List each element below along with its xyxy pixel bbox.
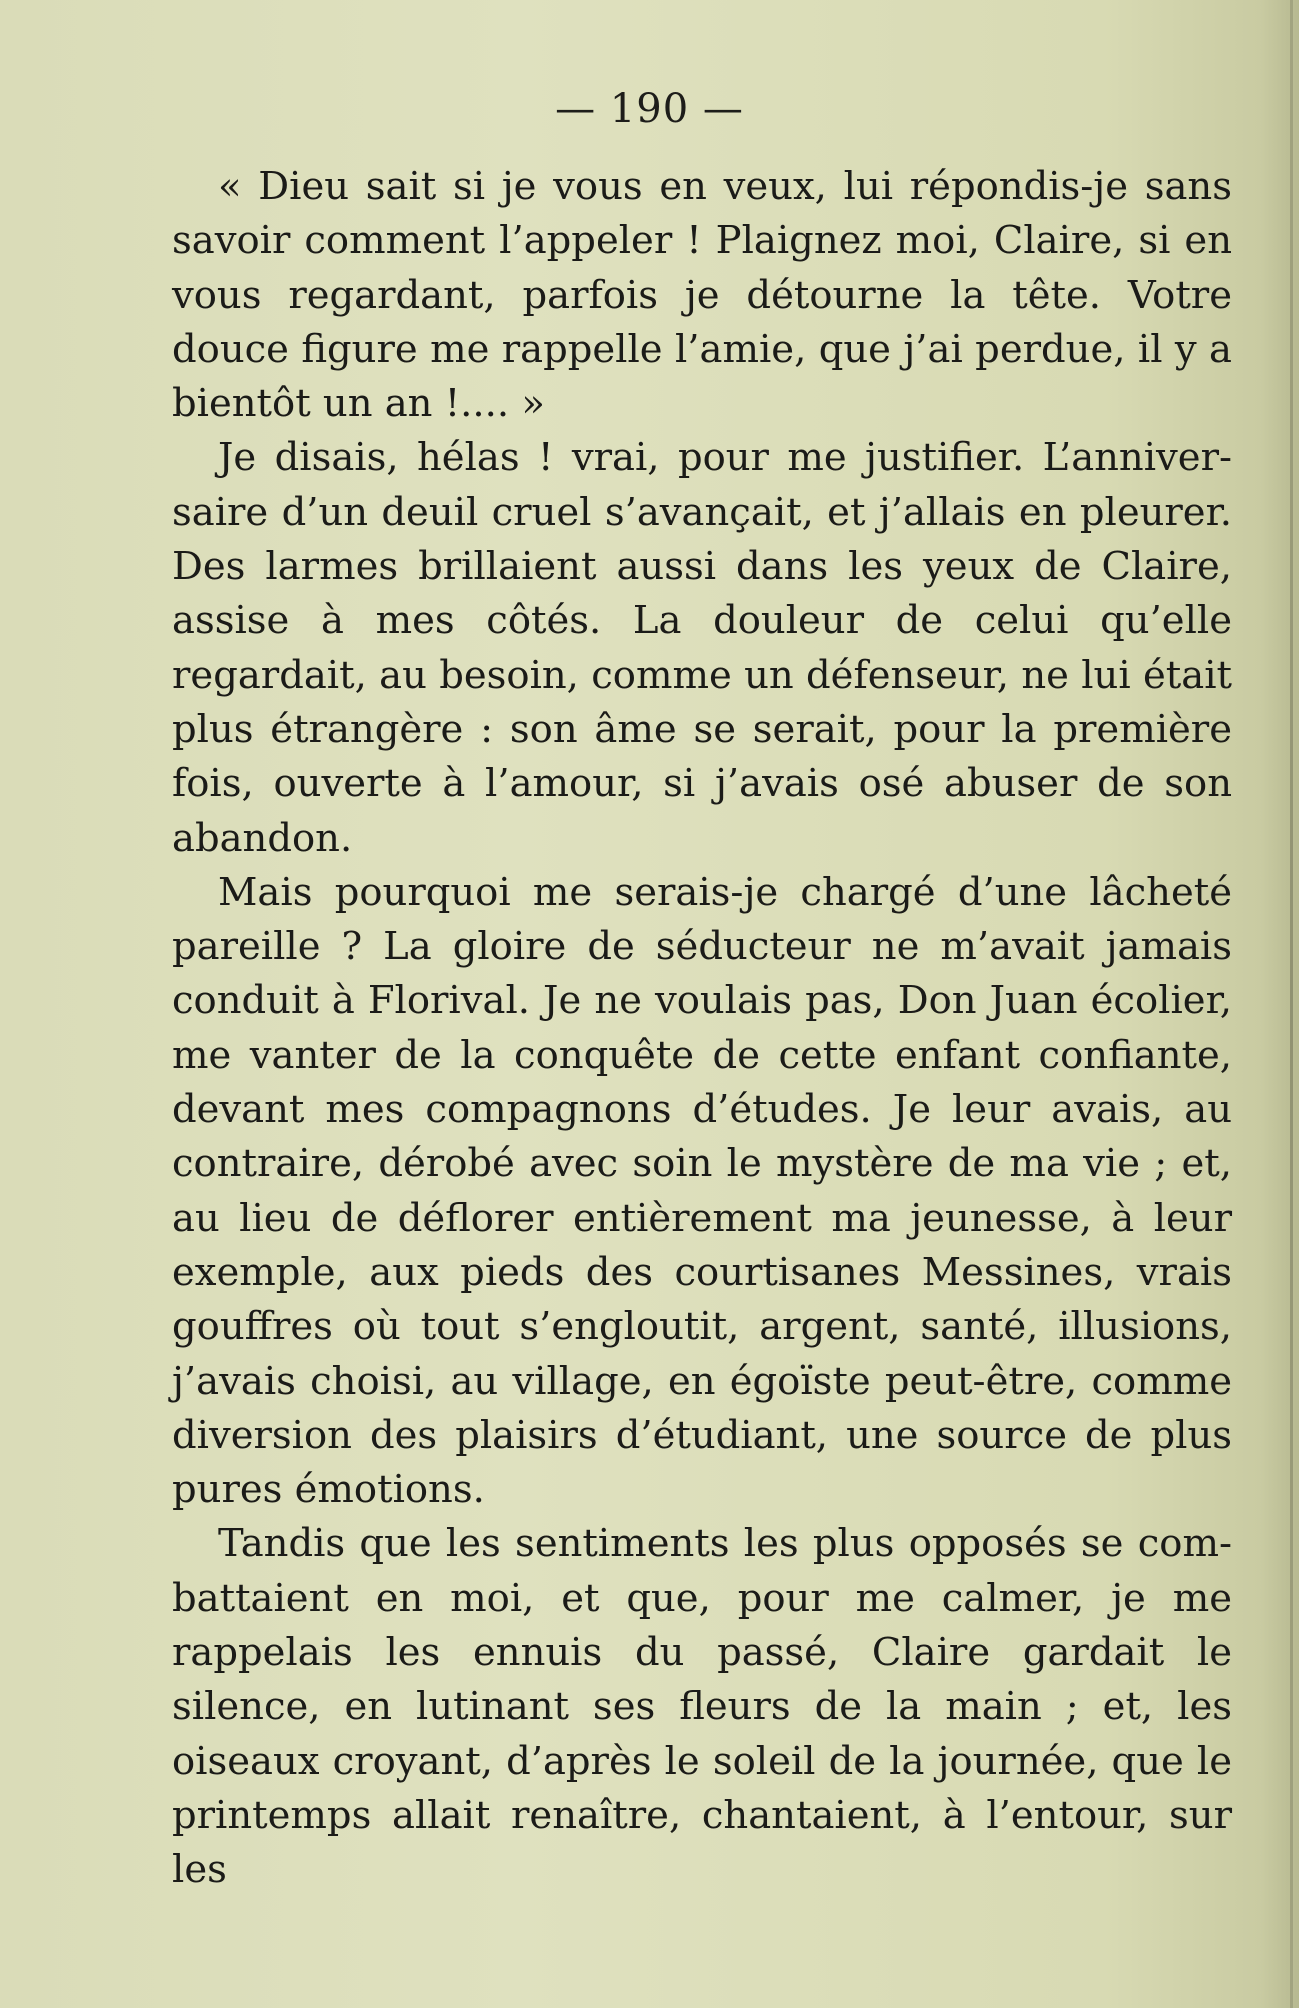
paragraph-1: « Dieu sait si je vous en veux, lui répondis-je sans savoir comment l’appeler ! Plaignez moi, Claire, si en vous regardant, parfois je détourne la tête. Votre douce figure me rappelle l’amie, que j’ai perdue, il y a bientôt un an !.... » <box>172 164 1232 427</box>
paragraph-3: Mais pourquoi me serais-je chargé d’une lâcheté pareille ? La gloire de séducteur ne m’avait jamais conduit à Florival. Je ne voulais pas, Don Juan écolier, me vanter de la conquête de cette enfant confiante, devant mes compagnons d’études. Je leur avais, au contraire, dérobé avec soin le mystère de ma vie ; et, au lieu de déflorer entièrement ma jeunesse, à leur exemple, aux pieds des courtisanes Messines, vrais gouffres où tout s’engloutit, argent, santé, illusions, j’avais choisi, au village, en égoïste peut-être, comme diversion des plaisirs d’étudiant, une source de plus pures émotions. <box>172 869 1232 1513</box>
page-text <box>172 160 1232 1898</box>
paragraph-4: Tandis que les sentiments les plus opposés se combattaient en moi, et que, pour me calmer, je me rappelais les ennuis du passé, Claire gardait le silence, en lutinant ses fleurs de la main ; et, les oiseaux croyant, d’après le soleil de la journée, que le printemps allait renaître, chantaient, à l’entour, sur les <box>172 1521 1232 1893</box>
paragraph-2: Je disais, hélas ! vrai, pour me justifier. L’anniversaire d’un deuil cruel s’avançait, et j’allais en pleurer. Des larmes brillaient aussi dans les yeux de Claire, assise à mes côtés. La douleur de celui qu’elle regardait, au besoin, comme un défenseur, ne lui était plus étrangère : son âme se serait, pour la première fois, ouverte à l’amour, si j’avais osé abuser de son abandon. <box>172 435 1232 861</box>
page-number: — 190 — <box>555 86 744 132</box>
page-edge <box>1290 0 1293 2008</box>
